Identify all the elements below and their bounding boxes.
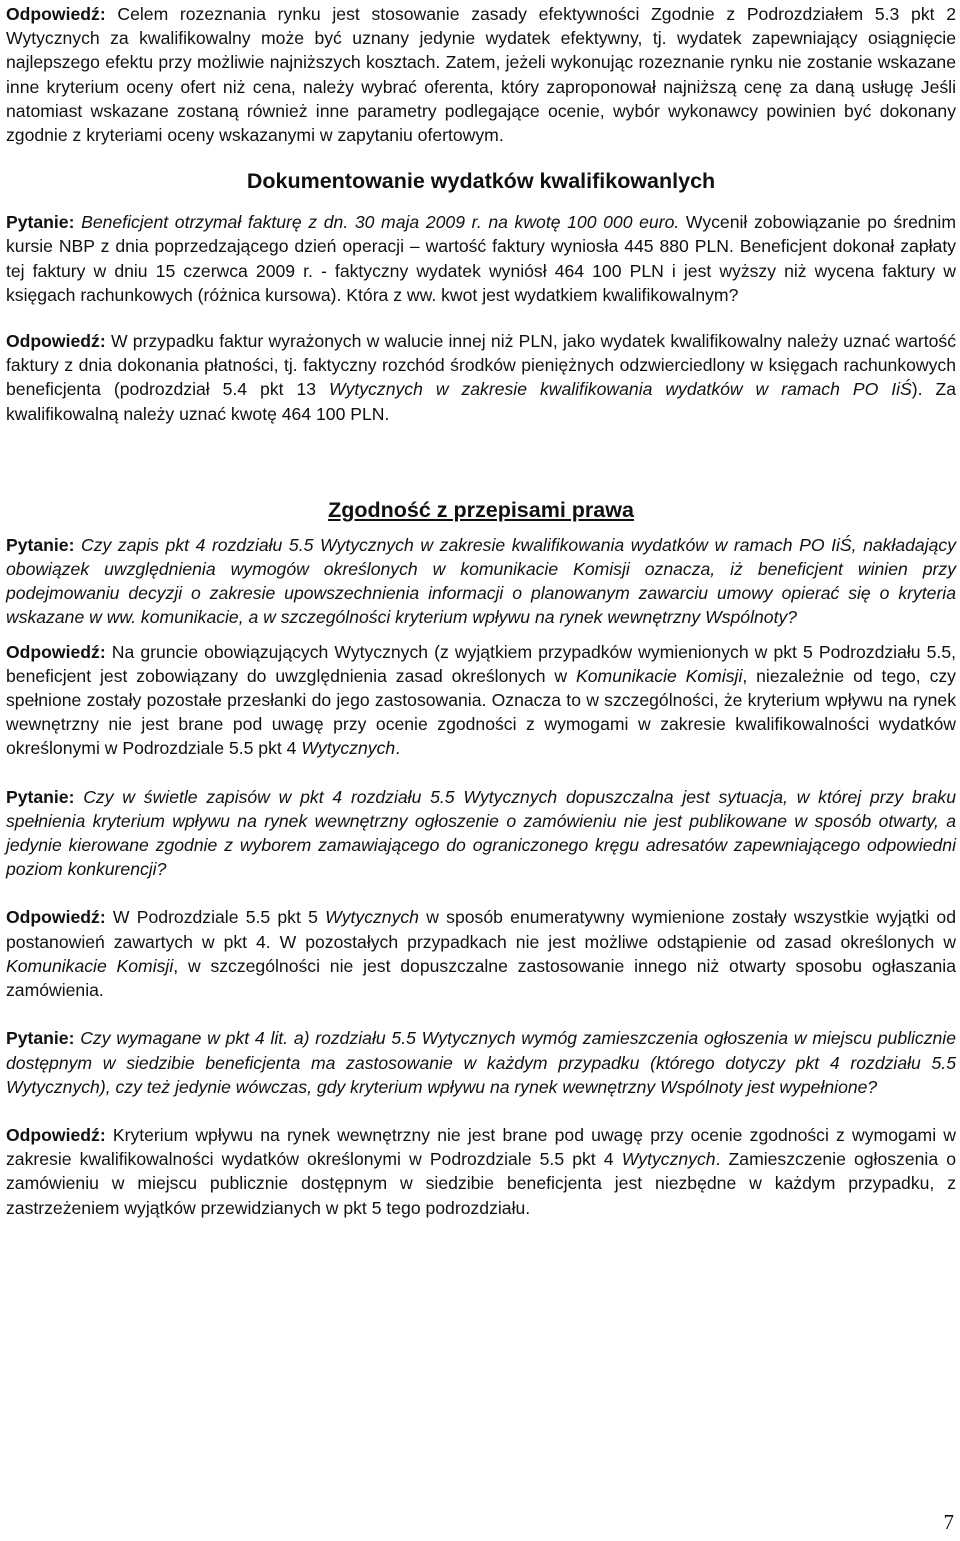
answer-text: Celem rozeznania rynku jest stosowanie zasady efektywności Zgodnie z Podrozdziałem 5.3 pkt 2 Wytycznych za kwalifikowalny może być uznany jedynie wydatek efektywny, tj. wydatek zapewniający osiągnięcie najlepszego efektu przy możliwie najniższych kosztach. Zatem, jeżeli wykonując rozeznanie rynku nie zostanie wskazane inne kryterium oceny ofert niż cena, należy wybrać oferenta, który zaproponował najniższą cenę za daną usługę Jeśli natomiast wskazane zostaną również inne parametry podlegające ocenie, wybór wykonawcy powinien być dokonany zgodnie z kryteriami oceny wskazanymi w zapytaniu ofertowym.	[6, 4, 956, 146]
answer-paragraph	[6, 329, 956, 426]
answer-text: , niezależnie od tego, czy spełnione zostały pozostałe przesłanki do jego zastosowania. Oznacza to w szczególności, że kryterium wpływu na rynek wewnętrzny nie jest brane pod uwagę przy ocenie zgodności z wymogami w zakresie kwalifikowalności wydatków określonymi w Podrozdziale 5.5 pkt 4	[6, 665, 956, 759]
answer-text: w sposób enumeratywny wymienione zostały wszystkie wyjątki od postanowień zawartych w pkt 4. W pozostałych przypadkach nie jest możliwe odstąpienie od zasad określonych w	[6, 907, 956, 952]
question-label: Pytanie:	[6, 212, 75, 233]
question-label: Pytanie:	[6, 786, 75, 807]
answer-label: Odpowiedź:	[6, 331, 106, 352]
answer-label: Odpowiedź:	[6, 641, 106, 662]
question-text-continued: Wycenił zobowiązanie po średnim kursie NBP z dnia poprzedzającego dzień operacji – wartość faktury wyniosła 445 880 PLN. Beneficjent dokonał zapłaty tej faktury w dniu 15 czerwca 2009 r. - faktyczny wydatek wyniósł 464 100 PLN i jest wyższy niż wycena faktury w księgach rachunkowych (różnica kursowa). Która z ww. kwot jest wydatkiem kwalifikowalnym?	[6, 212, 956, 305]
question-paragraph	[6, 210, 956, 307]
page-number: 7	[943, 1510, 954, 1534]
answer-text-italic: Wytycznych	[621, 1149, 716, 1170]
answer-text: . Zamieszczenie ogłoszenia o zamówieniu w miejscu publicznie dostępnym w siedzibie beneficjenta jest niezbędne w każdym przypadku, z zastrzeżeniem wyjątków przewidzianych w pkt 5 tego podrozdziału.	[6, 1149, 956, 1218]
answer-text-italic: Komunikacie Komisji	[6, 955, 174, 976]
answer-text: Kryterium wpływu na rynek wewnętrzny nie jest brane pod uwagę przy ocenie zgodności z wymogami w zakresie kwalifikowalności wydatków określonymi w Podrozdziale 5.5 pkt 4	[6, 1124, 956, 1170]
question-paragraph	[6, 533, 956, 630]
answer-text: W przypadku faktur wyrażonych w walucie innej niż PLN, jako wydatek kwalifikowalny należy uznać wartość faktury z dnia dokonania płatności, tj. faktyczny rozchód środków pieniężnych odzwierciedlony w księgach rachunkowych beneficjenta (podrozdział 5.4 pkt 13	[6, 331, 956, 400]
answer-text: ). Za kwalifikowalną należy uznać kwotę 464 100 PLN.	[6, 379, 957, 424]
answer-paragraph	[6, 640, 956, 761]
question-text: Beneficjent otrzymał fakturę z dn. 30 maja 2009 r. na kwotę 100 000 euro.	[74, 212, 680, 233]
question-text: Czy wymagane w pkt 4 lit. a) rozdziału 5.5 Wytycznych wymóg zamieszczenia ogłoszenia w miejscu publicznie dostępnym w siedzibie beneficjenta ma zastosowanie w każdym przypadku (którego dotyczy pkt 4 rozdziału 5.5 Wytycznych), czy też jedynie wówczas, gdy kryterium wpływu na rynek wewnętrzny Wspólnoty jest wypełnione?	[6, 1028, 956, 1097]
answer-text: W Podrozdziale 5.5 pkt 5	[105, 907, 326, 928]
question-label: Pytanie:	[6, 534, 75, 555]
question-text: Czy w świetle zapisów w pkt 4 rozdziału 5.5 Wytycznych dopuszczalna jest sytuacja, w której przy braku spełnienia kryterium wpływu na rynek wewnętrzny ogłoszenie o zamówieniu nie jest publikowane w sposób otwarty, a jedynie kierowane zgodnie z wyborem zamawiającego do ograniczonego kręgu adresatów zapewniającego odpowiedni poziom konkurencji?	[6, 786, 956, 880]
answer-text: Na gruncie obowiązujących Wytycznych (z wyjątkiem przypadków wymienionych w pkt 5 Podrozdziału 5.5, beneficjent jest zobowiązany do uwzględnienia zasad określonych w	[6, 641, 956, 686]
question-paragraph	[6, 1026, 956, 1099]
document-page	[6, 2, 956, 1220]
answer-text-italic: Komunikacie Komisji	[576, 665, 743, 686]
answer-paragraph	[6, 905, 956, 1002]
answer-label: Odpowiedź:	[6, 1124, 106, 1145]
answer-text-italic: Wytycznych	[301, 738, 396, 759]
question-label: Pytanie:	[6, 1028, 75, 1049]
answer-label: Odpowiedź:	[6, 4, 106, 24]
answer-label: Odpowiedź:	[6, 907, 106, 928]
answer-text-italic: Wytycznych	[325, 907, 419, 928]
answer-text-italic: Wytycznych w zakresie kwalifikowania wydatków w ramach PO IiŚ	[329, 379, 912, 400]
section-heading-documenting-expenses: Dokumentowanie wydatków kwalifikowanlych	[246, 169, 716, 194]
intro-answer-paragraph	[6, 2, 956, 147]
section-heading-legal-compliance: Zgodność z przepisami prawa	[328, 497, 634, 522]
question-paragraph	[6, 785, 956, 882]
answer-paragraph	[6, 1123, 956, 1220]
question-text: Czy zapis pkt 4 rozdziału 5.5 Wytycznych w zakresie kwalifikowania wydatków w ramach PO IiŚ, nakładający obowiązek uwzględnienia wymogów określonych w komunikacie Komisji oznacza, iż beneficjent winien przy podejmowaniu decyzji o zakresie upowszechnienia informacji o planowanym zawarciu umowy opierać się o kryteria wskazane w ww. komunikacie, a w szczególności kryterium wpływu na rynek wewnętrzny Wspólnoty?	[6, 534, 956, 628]
answer-text: .	[395, 738, 401, 759]
answer-text: , w szczególności nie jest dopuszczalne zastosowanie innego niż otwarty sposobu ogłaszania zamówienia.	[6, 955, 956, 1001]
